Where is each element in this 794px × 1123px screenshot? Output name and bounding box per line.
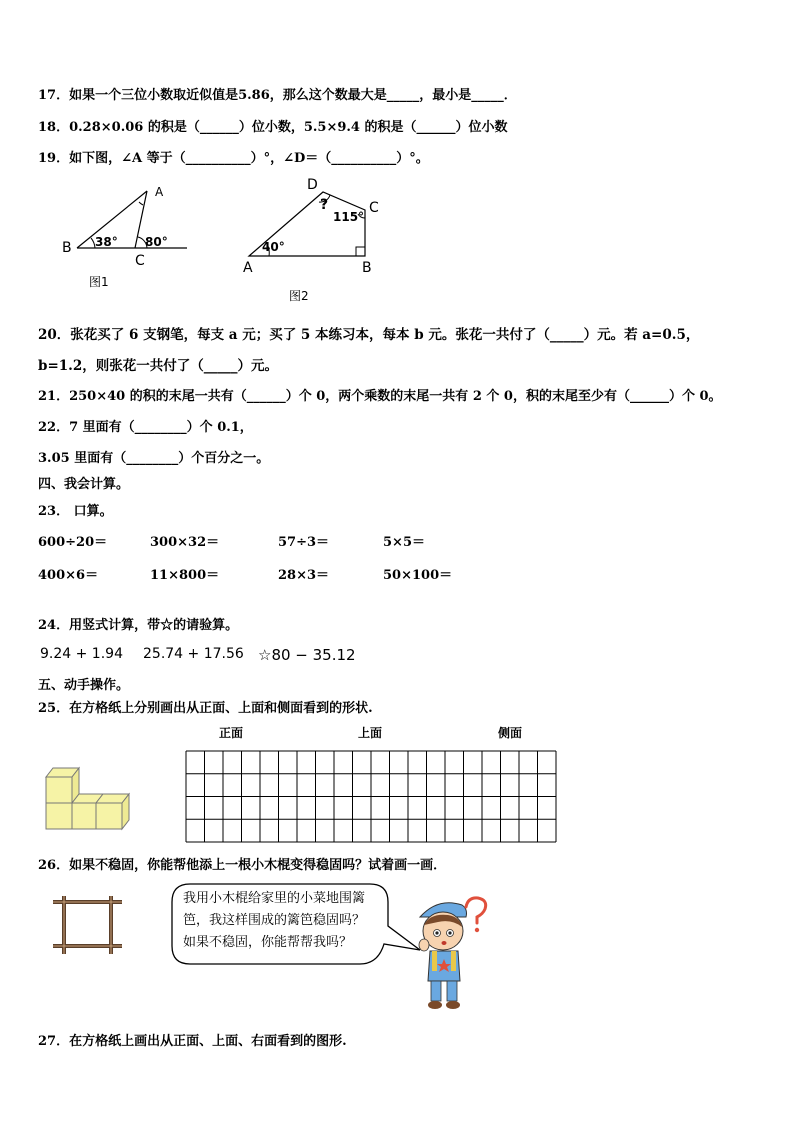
- question-19: 19．如下图，∠A 等于（__________）°，∠D＝（__________）°。: [38, 151, 429, 166]
- question-25: 25．在方格纸上分别画出从正面、上面和侧面看到的形状.: [38, 701, 373, 716]
- fig1-label-b: B: [62, 240, 72, 256]
- question-26: 26．如果不稳固，你能帮他添上一根小木棍变得稳固吗？试着画一画．: [38, 858, 447, 873]
- fig2-label-b: B: [362, 260, 372, 276]
- oral-calc-item: 50×100＝: [383, 568, 453, 583]
- fig1-label-c: C: [135, 253, 145, 269]
- oral-calc-item: 300×32＝: [150, 535, 220, 550]
- question-18: 18．0.28×0.06 的积是（______）位小数，5.5×9.4 的积是（______）位小数: [38, 120, 508, 135]
- fig2-label-c: C: [369, 200, 379, 216]
- grid-header-top: 上面: [358, 726, 383, 740]
- boy-illustration: [408, 895, 498, 1015]
- oral-calc-item: 57÷3＝: [278, 535, 330, 550]
- stick-frame-figure: [50, 896, 125, 956]
- grid-paper[interactable]: [185, 750, 557, 843]
- oral-calc-item: 11×800＝: [150, 568, 220, 583]
- fig2-caption: 图2: [289, 289, 309, 303]
- question-23: 23． 口算。: [38, 504, 113, 519]
- speech-line: 如果不稳固，你能帮帮我吗？: [183, 935, 353, 950]
- question-22-line-1: 22．7 里面有（________）个 0.1，: [38, 420, 253, 435]
- grid-header-front: 正面: [219, 726, 244, 740]
- vertical-calc-item: 25.74 + 17.56: [143, 646, 244, 662]
- question-22-line-2: 3.05 里面有（________）个百分之一。: [38, 451, 270, 466]
- question-24: 24．用竖式计算，带☆的请验算。: [38, 618, 239, 633]
- question-21: 21．250×40 的积的末尾一共有（______）个 0，两个乘数的末尾一共有 2 个 0，积的末尾至少有（______）个 0。: [38, 389, 722, 404]
- fig2-angle-c: 115°: [333, 210, 365, 224]
- oral-calc-item: 600÷20＝: [38, 535, 108, 550]
- oral-calc-item: 28×3＝: [278, 568, 330, 583]
- fig2-angle-a: 40°: [262, 240, 285, 254]
- section-5-heading: 五、动手操作。: [38, 678, 130, 693]
- question-20-line-2: b=1.2，则张花一共付了（_____）元。: [38, 358, 278, 374]
- fig1-angle-c: 80°: [145, 235, 168, 249]
- vertical-calc-item: ☆80 − 35.12: [258, 646, 356, 664]
- speech-line: 我用小木棍给家里的小菜地围篱: [183, 891, 366, 906]
- grid-header-side: 侧面: [498, 726, 523, 740]
- speech-line: 笆，我这样围成的篱笆稳固吗？: [183, 913, 366, 928]
- cube-stack-figure: [44, 765, 136, 833]
- speech-bubble-text: [183, 888, 365, 954]
- vertical-calc-item: 9.24 + 1.94: [40, 646, 123, 662]
- question-27: 27．在方格纸上画出从正面、上面、右面看到的图形.: [38, 1034, 347, 1049]
- fig1-angle-b: 38°: [95, 235, 118, 249]
- fig2-label-a: A: [243, 260, 253, 276]
- fig1-caption: 图1: [89, 275, 109, 289]
- question-20-line-1: 20．张花买了 6 支钢笔，每支 a 元；买了 5 本练习本，每本 b 元。张花一共付了（_____）元。若 a=0.5，: [38, 327, 700, 343]
- oral-calc-item: 5×5＝: [383, 535, 425, 550]
- fig2-label-d: D: [307, 177, 318, 193]
- fig1-label-a: A: [155, 185, 164, 199]
- section-4-heading: 四、我会计算。: [38, 477, 130, 492]
- fig2-angle-d: ?: [320, 197, 329, 213]
- oral-calc-item: 400×6＝: [38, 568, 99, 583]
- figure-1-triangle: [55, 183, 200, 278]
- question-17: 17．如果一个三位小数取近似值是5.86，那么这个数最大是_____，最小是_____．: [38, 88, 517, 103]
